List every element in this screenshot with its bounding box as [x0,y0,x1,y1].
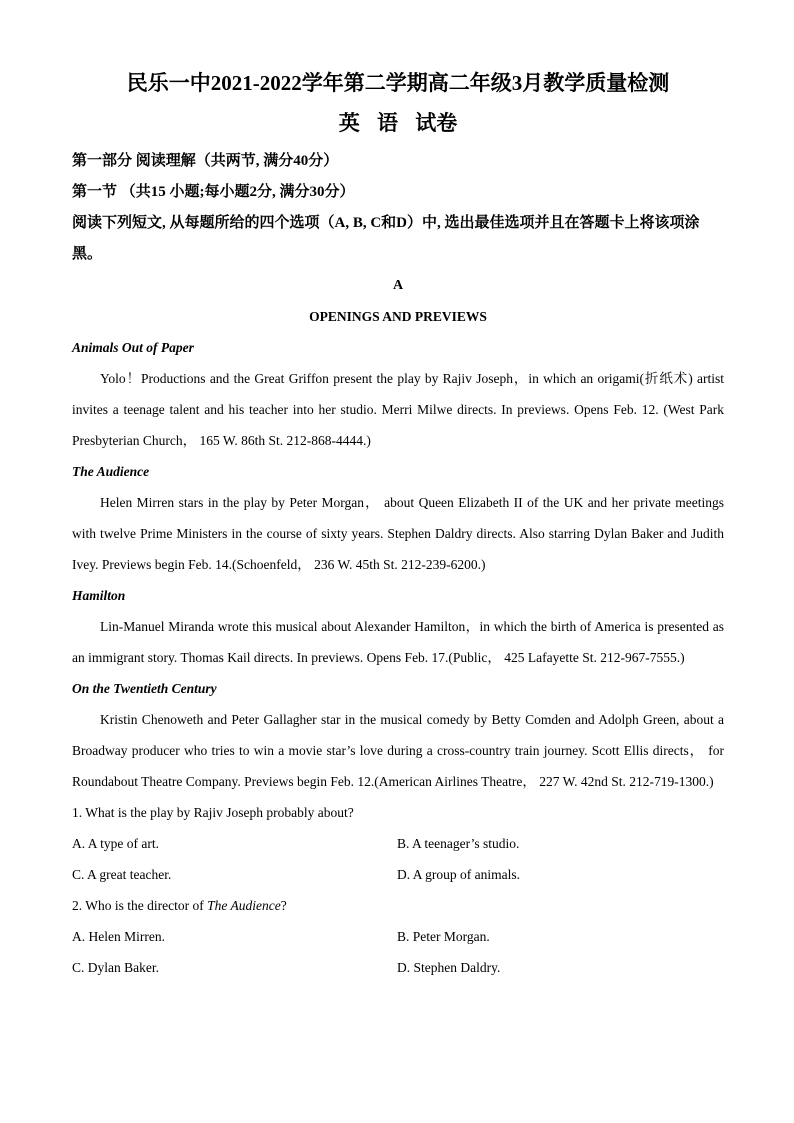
question-1-stem [72,797,724,828]
question-2-option-b[interactable]: B. Peter Morgan. [397,929,490,944]
question-1-options-row-2 [72,859,724,890]
item-title-animals: Animals Out of Paper [72,340,194,355]
section-heading: 第一节 （共15 小题;每小题2分, 满分30分） [72,184,355,200]
passage-letter: A [392,278,404,293]
item-title-twentieth-century: On the Twentieth Century [72,681,217,696]
item-text-hamilton: Lin-Manuel Miranda wrote this musical about Alexander Hamilton，in which the birth of America is presented as an immigrant story. Thomas Kail directs. In previews. Opens Feb. 17.(Public， 425 Lafayette St. 212-967-7555.) [72,619,724,665]
item-text-twentieth-century: Kristin Chenoweth and Peter Gallagher star in the musical comedy by Betty Comden and Adolph Green, about a Broadway producer who tries to win a movie star’s love during a cross-country train journey. Scott Ellis directs， for Roundabout Theatre Company. Previews begin Feb. 12.(American Airlines Theatre， 227 W. 42nd St. 212-719-1300.) [72,712,724,789]
question-1-option-b[interactable]: B. A teenager’s studio. [397,836,520,851]
item-title-hamilton: Hamilton [72,588,126,603]
exam-subtitle: 英 语 试卷 [338,111,458,135]
question-2-italic-title: The Audience [207,898,281,913]
question-1-option-a[interactable]: A. A type of art. [72,836,159,851]
exam-page [72,68,724,983]
question-1-option-c[interactable]: C. A great teacher. [72,867,172,882]
question-1-options-row-1 [72,828,724,859]
part-heading: 第一部分 阅读理解（共两节, 满分40分） [72,153,339,169]
question-2-options-row-1 [72,921,724,952]
question-1-option-d[interactable]: D. A group of animals. [397,867,520,882]
passage-heading: OPENINGS AND PREVIEWS [309,309,487,324]
question-2-stem [72,890,724,921]
item-title-audience: The Audience [72,464,150,479]
question-2-text: 2. Who is the director of [72,898,208,913]
item-text-audience: Helen Mirren stars in the play by Peter Morgan， about Queen Elizabeth II of the UK and her private meetings with twelve Prime Ministers in the course of sixty years. Stephen Daldry directs. Also starring Dylan Baker and Judith Ivey. Previews begin Feb. 14.(Schoenfeld， 236 W. 45th St. 212-239-6200.) [72,495,724,572]
item-text-animals: Yolo！Productions and the Great Griffon present the play by Rajiv Joseph，in which an origami(折纸术) artist invites a teenage talent and his teacher into her studio. Merri Milwe directs. In previews. Opens Feb. 12. (West Park Presbyterian Church， 165 W. 86th St. 212-868-4444.) [72,371,724,448]
directions-text: 阅读下列短文, 从每题所给的四个选项（A, B, C和D）中, 选出最佳选项并且在答题卡上将该项涂黑。 [72,215,700,262]
question-2-option-c[interactable]: C. Dylan Baker. [72,960,159,975]
question-1-text: 1. What is the play by Rajiv Joseph probably about? [72,805,354,820]
exam-title: 民乐一中2021-2022学年第二学期高二年级3月教学质量检测 [126,71,670,95]
question-2-option-d[interactable]: D. Stephen Daldry. [397,960,501,975]
question-2-option-a[interactable]: A. Helen Mirren. [72,929,165,944]
question-2-options-row-2 [72,952,724,983]
question-2-mark: ? [280,898,287,913]
